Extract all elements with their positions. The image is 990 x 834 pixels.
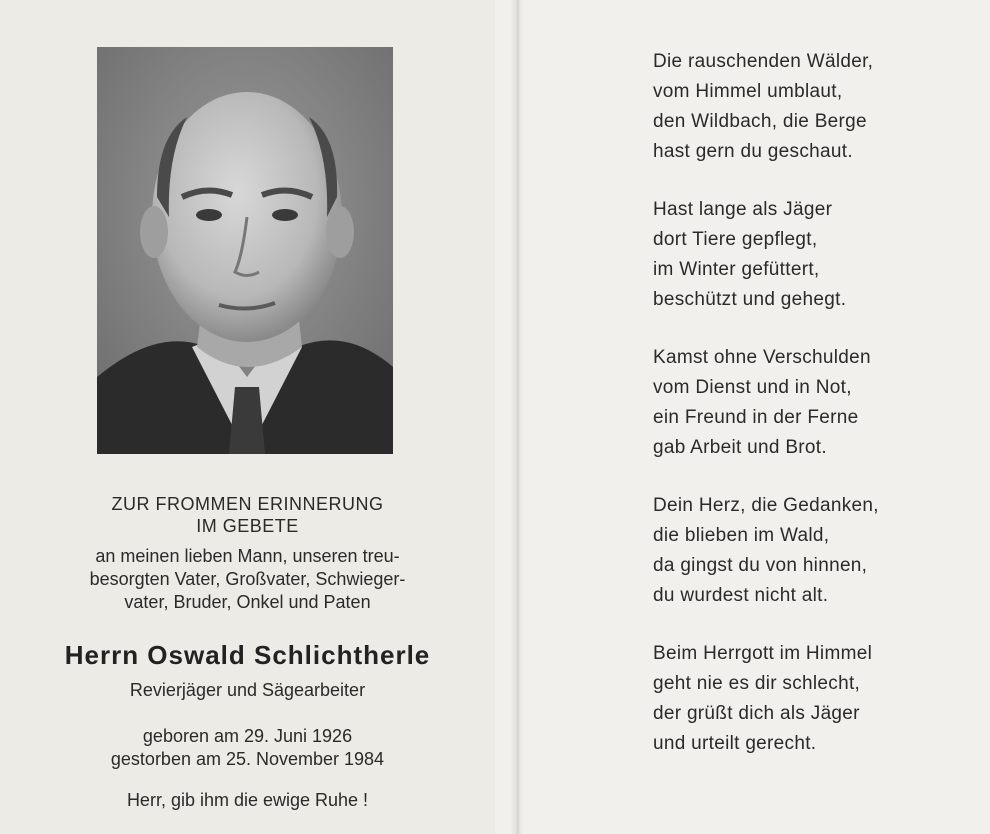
birth-date: geboren am 29. Juni 1926 bbox=[142, 726, 353, 746]
poem-line: dort Tiere gepflegt, bbox=[653, 229, 818, 250]
poem-line: ein Freund in der Ferne bbox=[653, 407, 859, 428]
poem-stanza bbox=[653, 195, 973, 315]
dedication-line: an meinen lieben Mann, unseren treu- bbox=[95, 546, 400, 566]
poem-line: im Winter gefüttert, bbox=[653, 259, 820, 280]
poem-stanza bbox=[653, 47, 973, 167]
poem-stanza bbox=[653, 343, 973, 463]
poem bbox=[653, 47, 973, 787]
poem-line: vom Dienst und in Not, bbox=[653, 377, 852, 398]
heading-line: IM GEBETE bbox=[196, 516, 299, 536]
life-dates bbox=[0, 725, 495, 771]
heading-line: ZUR FROMMEN ERINNERUNG bbox=[111, 494, 384, 514]
poem-line: Hast lange als Jäger bbox=[653, 199, 833, 220]
poem-line: die blieben im Wald, bbox=[653, 525, 830, 546]
deceased-name: Herrn Oswald Schlichtherle bbox=[64, 640, 431, 670]
poem-line: Dein Herz, die Gedanken, bbox=[653, 495, 879, 516]
poem-line: der grüßt dich als Jäger bbox=[653, 703, 860, 724]
card-fold bbox=[510, 0, 524, 834]
poem-line: hast gern du geschaut. bbox=[653, 141, 853, 162]
poem-line: Kamst ohne Verschulden bbox=[653, 347, 871, 368]
poem-stanza bbox=[653, 491, 973, 611]
dedication-line: besorgten Vater, Großvater, Schwieger- bbox=[89, 569, 406, 589]
poem-line: den Wildbach, die Berge bbox=[653, 111, 867, 132]
poem-line: Die rauschenden Wälder, bbox=[653, 51, 874, 72]
death-date: gestorben am 25. November 1984 bbox=[110, 749, 385, 769]
poem-line: gab Arbeit und Brot. bbox=[653, 437, 827, 458]
poem-stanza bbox=[653, 639, 973, 759]
dedication-text bbox=[0, 545, 495, 614]
poem-line: Beim Herrgott im Himmel bbox=[653, 643, 873, 664]
prayer-line: Herr, gib ihm die ewige Ruhe ! bbox=[126, 790, 369, 810]
poem-line: da gingst du von hinnen, bbox=[653, 555, 868, 576]
poem-line: vom Himmel umblaut, bbox=[653, 81, 843, 102]
poem-line: geht nie es dir schlecht, bbox=[653, 673, 861, 694]
portrait-photo bbox=[97, 47, 393, 454]
dedication-line: vater, Bruder, Onkel und Paten bbox=[124, 592, 371, 612]
memorial-heading bbox=[0, 493, 495, 537]
poem-line: beschützt und gehegt. bbox=[653, 289, 847, 310]
occupation: Revierjäger und Sägearbeiter bbox=[129, 680, 366, 700]
poem-line: du wurdest nicht alt. bbox=[653, 585, 829, 606]
poem-line: und urteilt gerecht. bbox=[653, 733, 817, 754]
